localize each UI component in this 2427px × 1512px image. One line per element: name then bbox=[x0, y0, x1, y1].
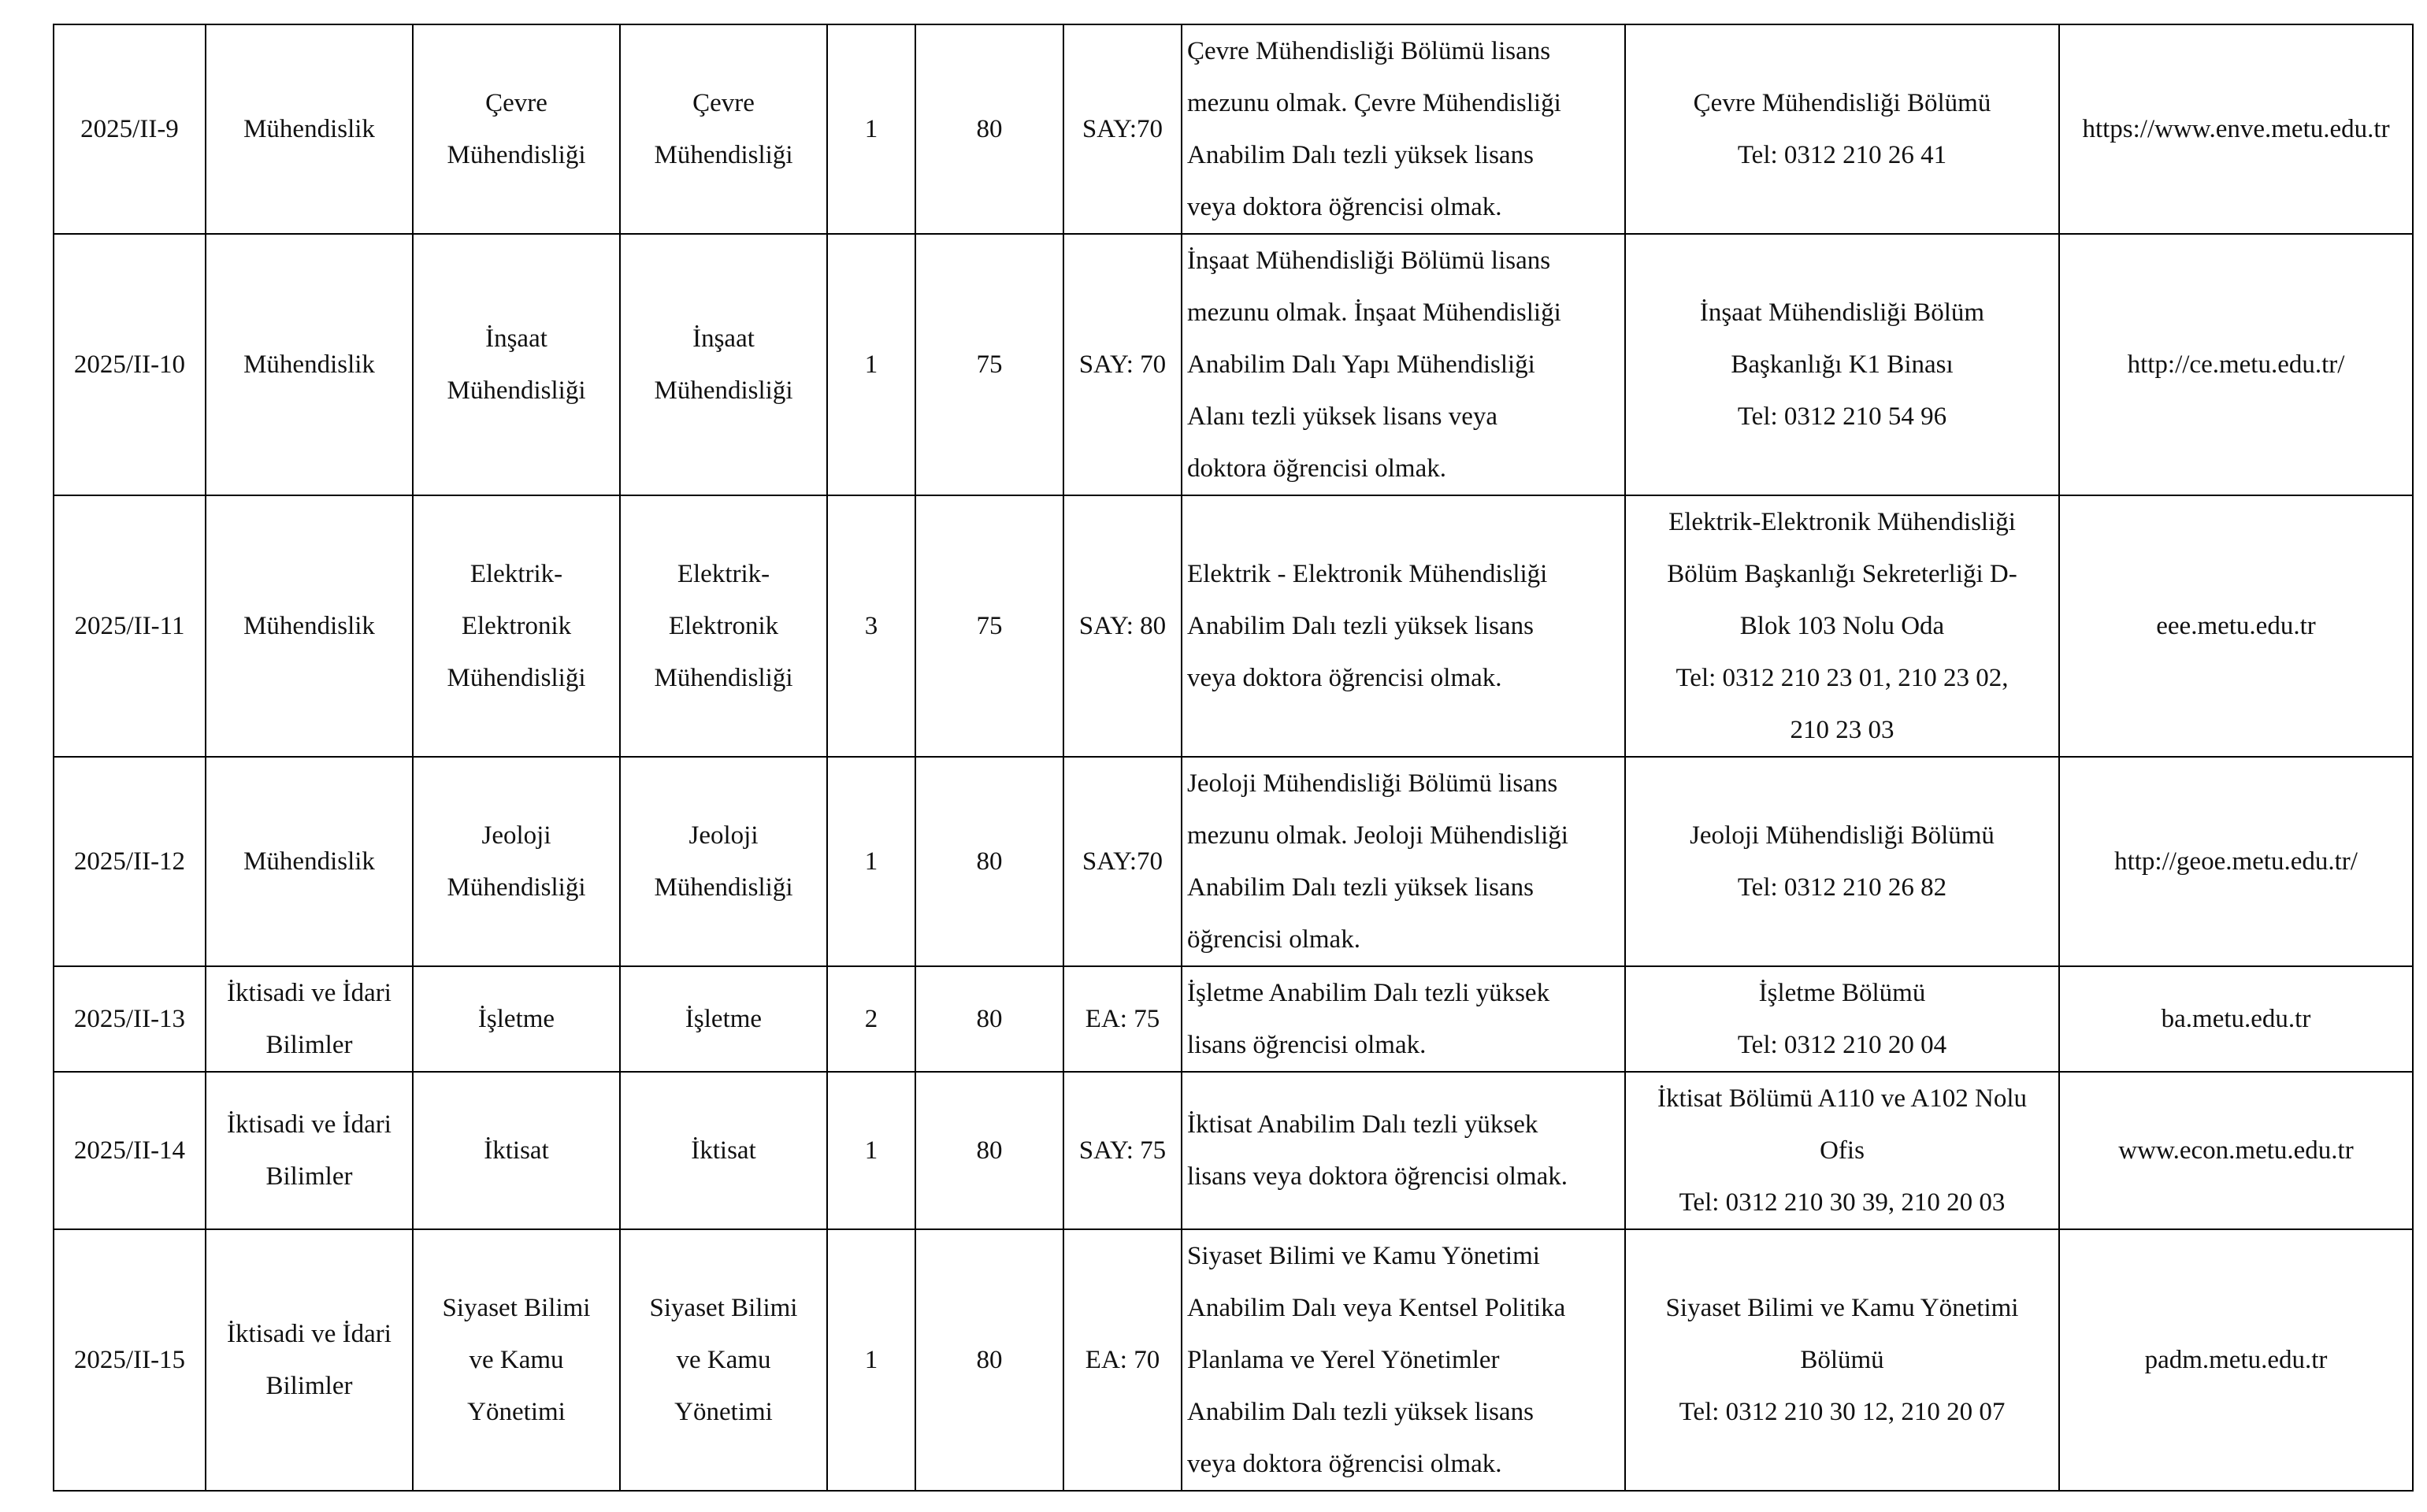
program-line: Elektrik- bbox=[677, 560, 770, 588]
exam-score-cell: SAY: 70 bbox=[1063, 234, 1182, 495]
contact-cell bbox=[1625, 966, 2059, 1072]
faculty-line: İktisadi ve İdari bbox=[227, 1320, 392, 1348]
program-line: Çevre bbox=[692, 89, 755, 117]
department-line: Siyaset Bilimi bbox=[442, 1294, 591, 1322]
quota-cell: 2 bbox=[827, 966, 915, 1072]
quota-cell: 1 bbox=[827, 24, 915, 234]
faculty-line: Bilimler bbox=[265, 1162, 353, 1191]
code-cell: 2025/II-11 bbox=[54, 495, 206, 757]
requirements-line: doktora öğrencisi olmak. bbox=[1187, 454, 1447, 483]
quota-cell: 1 bbox=[827, 234, 915, 495]
contact-line: Tel: 0312 210 54 96 bbox=[1737, 402, 1947, 431]
table-body bbox=[54, 24, 2413, 1491]
code-cell: 2025/II-14 bbox=[54, 1072, 206, 1229]
program-line: Mühendisliği bbox=[654, 141, 793, 169]
department-cell bbox=[413, 234, 620, 495]
requirements-line: Elektrik - Elektronik Mühendisliği bbox=[1187, 560, 1548, 588]
program-line: Yönetimi bbox=[674, 1398, 773, 1426]
program-cell bbox=[620, 757, 827, 966]
faculty-line: Mühendislik bbox=[243, 612, 375, 640]
program-cell bbox=[620, 966, 827, 1072]
program-line: Mühendisliği bbox=[654, 376, 793, 405]
score-cell: 80 bbox=[915, 1229, 1063, 1491]
department-cell bbox=[413, 966, 620, 1072]
program-line: Siyaset Bilimi bbox=[649, 1294, 798, 1322]
website-cell: http://geoe.metu.edu.tr/ bbox=[2059, 757, 2413, 966]
quota-cell: 1 bbox=[827, 1072, 915, 1229]
website-cell: http://ce.metu.edu.tr/ bbox=[2059, 234, 2413, 495]
requirements-line: Anabilim Dalı tezli yüksek lisans bbox=[1187, 1398, 1534, 1426]
faculty-cell bbox=[206, 966, 413, 1072]
website-cell: https://www.enve.metu.edu.tr bbox=[2059, 24, 2413, 234]
department-cell bbox=[413, 495, 620, 757]
faculty-line: Mühendislik bbox=[243, 350, 375, 379]
requirements-cell bbox=[1182, 757, 1625, 966]
requirements-line: Alanı tezli yüksek lisans veya bbox=[1187, 402, 1498, 431]
code-cell: 2025/II-9 bbox=[54, 24, 206, 234]
requirements-line: Planlama ve Yerel Yönetimler bbox=[1187, 1346, 1500, 1374]
department-cell bbox=[413, 24, 620, 234]
contact-cell bbox=[1625, 1229, 2059, 1491]
department-cell bbox=[413, 1072, 620, 1229]
contact-cell bbox=[1625, 1072, 2059, 1229]
department-cell bbox=[413, 757, 620, 966]
score-cell: 80 bbox=[915, 966, 1063, 1072]
program-line: İşletme bbox=[685, 1005, 763, 1033]
program-cell bbox=[620, 1229, 827, 1491]
quota-cell: 3 bbox=[827, 495, 915, 757]
contact-line: Bölüm Başkanlığı Sekreterliği D- bbox=[1667, 560, 2017, 588]
requirements-line: İktisat Anabilim Dalı tezli yüksek bbox=[1187, 1110, 1538, 1139]
requirements-line: Anabilim Dalı veya Kentsel Politika bbox=[1187, 1294, 1566, 1322]
faculty-cell bbox=[206, 234, 413, 495]
department-line: Yönetimi bbox=[467, 1398, 566, 1426]
score-cell: 75 bbox=[915, 234, 1063, 495]
faculty-line: Bilimler bbox=[265, 1372, 353, 1400]
requirements-line: Anabilim Dalı tezli yüksek lisans bbox=[1187, 141, 1534, 169]
website-cell: eee.metu.edu.tr bbox=[2059, 495, 2413, 757]
requirements-line: mezunu olmak. Çevre Mühendisliği bbox=[1187, 89, 1561, 117]
score-cell: 80 bbox=[915, 1072, 1063, 1229]
contact-line: 210 23 03 bbox=[1790, 716, 1894, 744]
faculty-line: Mühendislik bbox=[243, 115, 375, 143]
exam-score-cell: SAY: 80 bbox=[1063, 495, 1182, 757]
table-row bbox=[54, 24, 2413, 234]
requirements-line: veya doktora öğrencisi olmak. bbox=[1187, 1450, 1502, 1478]
requirements-cell bbox=[1182, 495, 1625, 757]
department-line: Mühendisliği bbox=[447, 376, 586, 405]
contact-line: Çevre Mühendisliği Bölümü bbox=[1693, 89, 1991, 117]
table-row bbox=[54, 495, 2413, 757]
requirements-line: Çevre Mühendisliği Bölümü lisans bbox=[1187, 37, 1551, 65]
table-row bbox=[54, 1072, 2413, 1229]
program-line: Jeoloji bbox=[688, 821, 759, 850]
quota-cell: 1 bbox=[827, 1229, 915, 1491]
requirements-line: Anabilim Dalı Yapı Mühendisliği bbox=[1187, 350, 1535, 379]
contact-cell bbox=[1625, 757, 2059, 966]
exam-score-cell: EA: 70 bbox=[1063, 1229, 1182, 1491]
program-cell bbox=[620, 234, 827, 495]
contact-line: Siyaset Bilimi ve Kamu Yönetimi bbox=[1665, 1294, 2019, 1322]
contact-line: İşletme Bölümü bbox=[1758, 979, 1926, 1007]
program-line: İktisat bbox=[691, 1136, 756, 1165]
contact-line: Ofis bbox=[1820, 1136, 1865, 1165]
score-cell: 75 bbox=[915, 495, 1063, 757]
department-line: Elektronik bbox=[461, 612, 572, 640]
contact-line: Elektrik-Elektronik Mühendisliği bbox=[1668, 508, 2016, 536]
requirements-cell bbox=[1182, 24, 1625, 234]
requirements-cell bbox=[1182, 966, 1625, 1072]
exam-score-cell: SAY:70 bbox=[1063, 24, 1182, 234]
requirements-line: öğrencisi olmak. bbox=[1187, 925, 1360, 954]
program-line: ve Kamu bbox=[676, 1346, 771, 1374]
requirements-cell bbox=[1182, 1072, 1625, 1229]
requirements-line: Jeoloji Mühendisliği Bölümü lisans bbox=[1187, 769, 1558, 798]
code-cell: 2025/II-12 bbox=[54, 757, 206, 966]
table-row bbox=[54, 1229, 2413, 1491]
department-line: İşletme bbox=[477, 1005, 555, 1033]
code-cell: 2025/II-13 bbox=[54, 966, 206, 1072]
requirements-cell bbox=[1182, 234, 1625, 495]
faculty-cell bbox=[206, 1229, 413, 1491]
department-line: Mühendisliği bbox=[447, 664, 586, 692]
website-cell: ba.metu.edu.tr bbox=[2059, 966, 2413, 1072]
faculty-cell bbox=[206, 1072, 413, 1229]
requirements-line: veya doktora öğrencisi olmak. bbox=[1187, 193, 1502, 221]
faculty-cell bbox=[206, 24, 413, 234]
contact-line: İnşaat Mühendisliği Bölüm bbox=[1699, 298, 1985, 327]
faculty-cell bbox=[206, 495, 413, 757]
department-line: Elektrik- bbox=[469, 560, 563, 588]
contact-line: Tel: 0312 210 26 41 bbox=[1737, 141, 1947, 169]
program-line: İnşaat bbox=[692, 324, 755, 353]
requirements-line: Anabilim Dalı tezli yüksek lisans bbox=[1187, 873, 1534, 902]
program-cell bbox=[620, 1072, 827, 1229]
website-cell: padm.metu.edu.tr bbox=[2059, 1229, 2413, 1491]
department-line: İktisat bbox=[484, 1136, 549, 1165]
table-row bbox=[54, 966, 2413, 1072]
contact-line: Tel: 0312 210 30 12, 210 20 07 bbox=[1679, 1398, 2006, 1426]
contact-line: Tel: 0312 210 26 82 bbox=[1737, 873, 1947, 902]
table-row bbox=[54, 757, 2413, 966]
contact-cell bbox=[1625, 234, 2059, 495]
department-line: Mühendisliği bbox=[447, 873, 586, 902]
department-line: İnşaat bbox=[485, 324, 547, 353]
contact-line: Jeoloji Mühendisliği Bölümü bbox=[1690, 821, 1995, 850]
contact-line: Blok 103 Nolu Oda bbox=[1739, 612, 1945, 640]
faculty-line: İktisadi ve İdari bbox=[227, 979, 392, 1007]
quota-cell: 1 bbox=[827, 757, 915, 966]
faculty-line: İktisadi ve İdari bbox=[227, 1110, 392, 1139]
requirements-line: lisans veya doktora öğrencisi olmak. bbox=[1187, 1162, 1568, 1191]
department-line: Çevre bbox=[485, 89, 547, 117]
exam-score-cell: SAY: 75 bbox=[1063, 1072, 1182, 1229]
department-line: Mühendisliği bbox=[447, 141, 586, 169]
exam-score-cell: SAY:70 bbox=[1063, 757, 1182, 966]
program-cell bbox=[620, 24, 827, 234]
department-line: ve Kamu bbox=[469, 1346, 564, 1374]
program-line: Mühendisliği bbox=[654, 873, 793, 902]
requirements-line: lisans öğrencisi olmak. bbox=[1187, 1031, 1427, 1059]
requirements-line: veya doktora öğrencisi olmak. bbox=[1187, 664, 1502, 692]
faculty-line: Bilimler bbox=[265, 1031, 353, 1059]
program-line: Elektronik bbox=[668, 612, 779, 640]
requirements-line: İnşaat Mühendisliği Bölümü lisans bbox=[1187, 246, 1551, 275]
contact-line: Tel: 0312 210 30 39, 210 20 03 bbox=[1679, 1188, 2006, 1217]
faculty-cell bbox=[206, 757, 413, 966]
department-cell bbox=[413, 1229, 620, 1491]
faculty-line: Mühendislik bbox=[243, 847, 375, 876]
code-cell: 2025/II-10 bbox=[54, 234, 206, 495]
department-line: Jeoloji bbox=[481, 821, 551, 850]
requirements-line: mezunu olmak. Jeoloji Mühendisliği bbox=[1187, 821, 1568, 850]
contact-cell bbox=[1625, 495, 2059, 757]
website-cell: www.econ.metu.edu.tr bbox=[2059, 1072, 2413, 1229]
score-cell: 80 bbox=[915, 24, 1063, 234]
contact-line: Tel: 0312 210 23 01, 210 23 02, bbox=[1676, 664, 2009, 692]
requirements-line: Anabilim Dalı tezli yüksek lisans bbox=[1187, 612, 1534, 640]
table-row bbox=[54, 234, 2413, 495]
contact-line: Tel: 0312 210 20 04 bbox=[1737, 1031, 1947, 1059]
position-announcement-table bbox=[53, 24, 2414, 1492]
requirements-line: İşletme Anabilim Dalı tezli yüksek bbox=[1187, 979, 1550, 1007]
code-cell: 2025/II-15 bbox=[54, 1229, 206, 1491]
program-line: Mühendisliği bbox=[654, 664, 793, 692]
contact-line: Başkanlığı K1 Binası bbox=[1731, 350, 1954, 379]
requirements-line: Siyaset Bilimi ve Kamu Yönetimi bbox=[1187, 1242, 1540, 1270]
contact-line: İktisat Bölümü A110 ve A102 Nolu bbox=[1657, 1084, 2028, 1113]
exam-score-cell: EA: 75 bbox=[1063, 966, 1182, 1072]
score-cell: 80 bbox=[915, 757, 1063, 966]
requirements-cell bbox=[1182, 1229, 1625, 1491]
contact-line: Bölümü bbox=[1800, 1346, 1884, 1374]
requirements-line: mezunu olmak. İnşaat Mühendisliği bbox=[1187, 298, 1561, 327]
program-cell bbox=[620, 495, 827, 757]
contact-cell bbox=[1625, 24, 2059, 234]
